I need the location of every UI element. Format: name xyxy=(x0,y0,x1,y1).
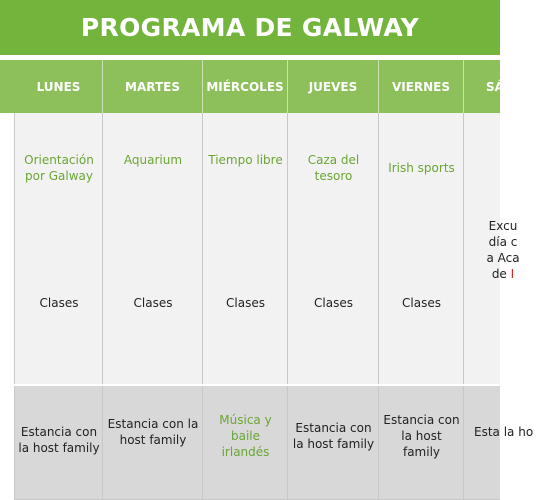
evening-cell-jueves: Estancia con la host family xyxy=(287,386,379,500)
day-header-miercoles: MIÉRCOLES xyxy=(206,79,284,94)
excursion-line: Excu xyxy=(488,219,518,233)
evening-cell-martes: Estancia con la host family xyxy=(102,386,203,500)
excursion-line-red-part: I xyxy=(510,267,515,281)
page-title-banner xyxy=(0,0,500,55)
days-header-row xyxy=(0,60,504,113)
excursion-line-part: de xyxy=(491,267,507,281)
class-cell-jueves: Clases xyxy=(287,222,379,385)
class-cell-miercoles: Clases xyxy=(202,222,288,385)
day-header-sabado: SÁ xyxy=(486,79,504,94)
activity-cell-martes: Aquarium xyxy=(102,113,203,223)
table-left-margin xyxy=(0,113,14,500)
evening-cell-miercoles: Música y baile irlandés xyxy=(202,386,288,500)
excursion-line: día c xyxy=(488,235,518,249)
excursion-line: a Aca xyxy=(486,251,520,265)
day-header-martes: MARTES xyxy=(125,79,180,94)
activity-cell-miercoles: Tiempo libre xyxy=(202,113,288,223)
activity-cell-viernes: Irish sports xyxy=(378,113,464,223)
activity-cell-lunes: Orientación por Galway xyxy=(14,113,103,223)
evening-cell-viernes: Estancia con la host family xyxy=(378,386,464,500)
class-cell-lunes: Clases xyxy=(14,222,103,385)
day-header-jueves: JUEVES xyxy=(308,79,358,94)
day-header-lunes: LUNES xyxy=(36,79,81,94)
day-header-viernes: VIERNES xyxy=(391,79,451,94)
activity-cell-jueves: Caza del tesoro xyxy=(287,113,379,223)
excursion-text-sabado xyxy=(463,218,543,282)
evening-cell-sabado: Esta la ho xyxy=(463,386,500,500)
excursion-line xyxy=(463,266,543,282)
class-cell-viernes: Clases xyxy=(378,222,464,385)
page-title: PROGRAMA DE GALWAY xyxy=(80,13,420,42)
class-cell-martes: Clases xyxy=(102,222,203,385)
evening-cell-lunes: Estancia con la host family xyxy=(14,386,103,500)
